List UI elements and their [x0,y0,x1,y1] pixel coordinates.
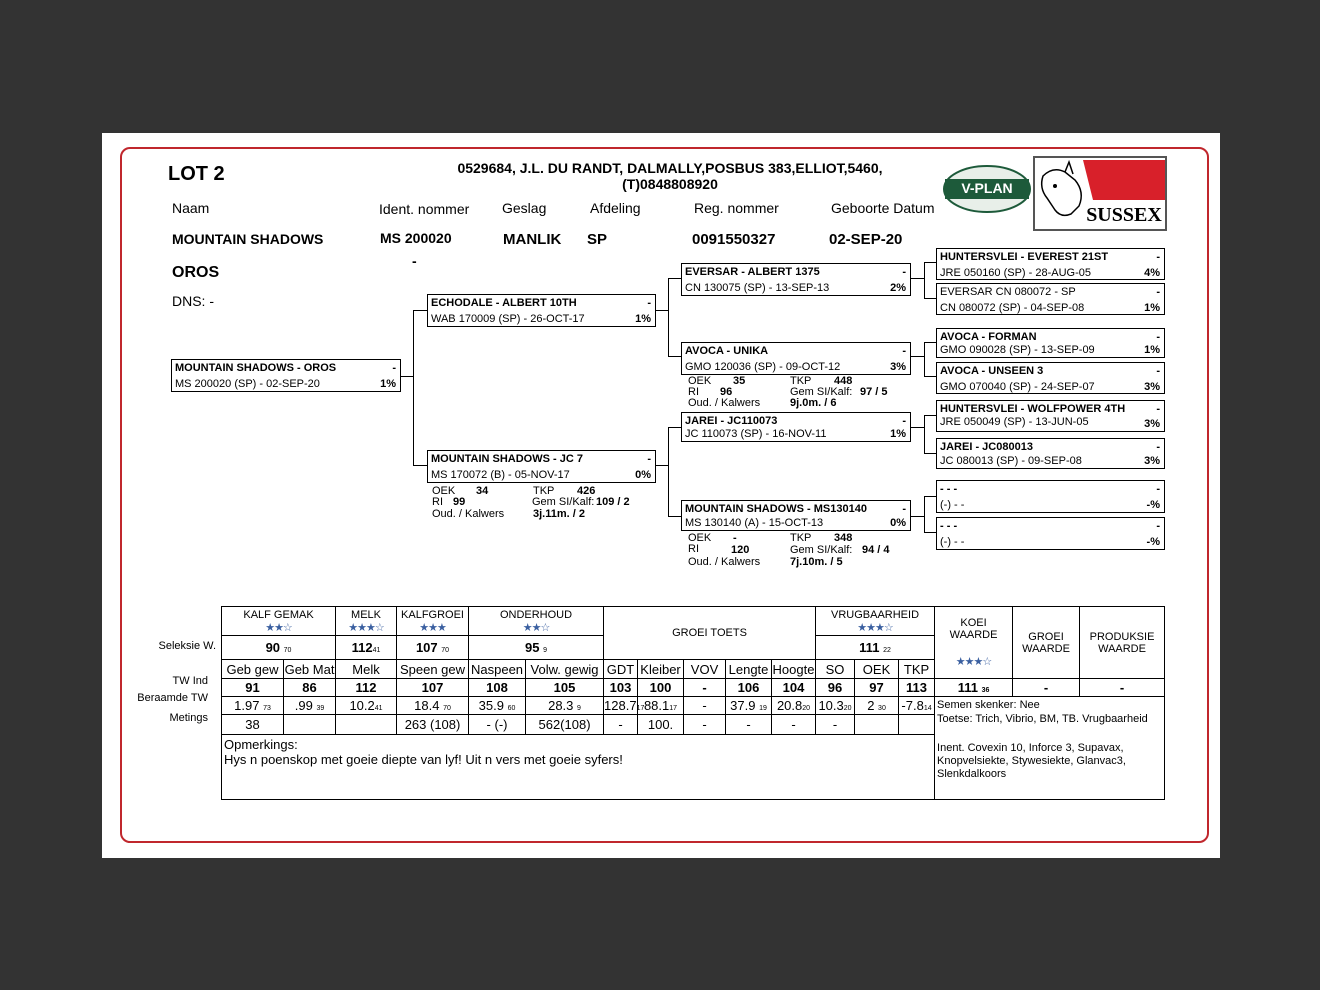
pedigree-line [924,496,936,497]
beraamde-cell: 88.117 [638,697,684,715]
group-melk: MELK ★★★☆ [336,607,397,636]
pedigree-line [924,262,936,263]
pedigree-line [911,356,924,357]
pedigree-line [668,356,681,357]
pedigree-ss-name: EVERSAR - ALBERT 1375 [685,266,820,278]
twind-cell: 100 [638,679,684,697]
koei-index: 111 36 [935,679,1013,697]
pedigree-g5 [936,400,1165,432]
g7-name: - - - [940,483,958,495]
col-header: Lengte [726,660,772,679]
metings-cell [284,715,336,735]
pedigree-dd-reg: MS 130140 (A) - 15-OCT-13 [685,517,824,529]
beraamde-cell: 18.4 70 [397,697,469,715]
pedigree-sire [427,294,656,327]
group-vrugbaarheid: VRUGBAARHEID ★★★☆ [816,607,935,636]
row-label-metings: Metings [169,712,208,724]
pedigree-line [413,310,427,311]
dam-gem: 109 / 2 [596,496,630,508]
twind-cell: 97 [855,679,899,697]
g8-reg: (-) - - [940,536,965,548]
produksie-index: - [1080,679,1165,697]
dd-oek: - [733,532,737,544]
g7-reg: (-) - - [940,499,965,511]
twind-cell: 96 [816,679,855,697]
pedigree-g1 [936,248,1165,280]
dd-tkp-label: TKP [790,532,812,544]
g1-name: HUNTERSVLEI - EVEREST 21ST [940,251,1109,263]
beraamde-cell: 128.717 [604,698,645,713]
group-groei-toets: GROEI TOETS [604,607,816,660]
group-onderhoud: ONDERHOUD ★★☆ [469,607,604,636]
twind-cell: 103 [604,679,638,697]
pedigree-line [924,342,925,377]
pedigree-sire-dash: - [647,297,651,309]
g8-dash: - [1156,520,1160,532]
vplan-logo-text: V-PLAN [961,180,1013,196]
twind-cell: 113 [899,679,935,697]
g1-reg: JRE 050160 (SP) - 28-AUG-05 [940,267,1092,279]
metings-cell [899,715,935,735]
pedigree-dd-pct: 0% [890,517,906,529]
pedigree-line [656,310,668,311]
metings-cell [336,715,397,735]
twind-cell: 104 [772,679,816,697]
metings-cell: - [772,715,816,735]
dd-oud: 7j.10m. / 5 [790,556,843,568]
pedigree-line [924,262,925,299]
twind-cell: 106 [726,679,772,697]
dam-ri: 99 [453,496,466,508]
sd-ri: 96 [720,386,733,398]
twind-cell: 91 [222,679,284,697]
pedigree-line [924,415,925,454]
pedigree-sd-pct: 3% [890,361,906,373]
group-groei-waarde: GROEI WAARDE [1013,607,1080,679]
kalfgroei-stars: ★★★ [419,621,446,634]
header-gender: Geslag [502,200,547,216]
beraamde-cell: 1.97 73 [222,697,284,715]
group-kalf-gemak: KALF GEMAK ★★☆ [222,607,336,636]
remarks-panel [222,735,935,800]
metings-cell: 562(108) [526,715,604,735]
beraamde-cell: -7.814 [899,697,935,715]
twind-cell: 108 [469,679,526,697]
pedigree-line [924,532,936,533]
beraamde-cell: 28.3 9 [526,697,604,715]
dam-gem-label: Gem SI/Kalf: [532,496,595,508]
header-name: Naam [172,200,210,216]
metings-cell: 38 [222,715,284,735]
group-kalfgroei: KALFGROEI ★★★ [397,607,469,636]
groei-index: - [1013,679,1080,697]
pedigree-line [668,278,681,279]
beraamde-cell: - [684,697,726,715]
pedigree-sire-dam [681,342,911,375]
header-reg: Reg. nommer [694,200,779,216]
g2-reg: CN 080072 (SP) - 04-SEP-08 [940,302,1085,314]
col-header: Geb Mat [284,661,335,677]
pedigree-sd-name: AVOCA - UNIKA [685,345,769,357]
pedigree-sire-reg: WAB 170009 (SP) - 26-OCT-17 [431,313,585,325]
pedigree-line [924,453,936,454]
sel-melk: 11241 [336,636,397,660]
sd-ri-label: RI [688,386,699,398]
pedigree-dam-dam [681,500,911,531]
header-ident: Ident. nommer [379,201,470,217]
g6-name: JAREI - JC080013 [940,441,1033,453]
metings-cell: - [726,715,772,735]
dd-ri-label: RI [688,543,699,555]
metings-cell: - [604,715,638,735]
onderhoud-stars: ★★☆ [522,621,550,634]
sd-tkp: 448 [834,375,853,387]
col-header: Naspeen [469,660,526,679]
col-header: Volw. gewig [526,660,604,679]
metings-cell: 100. [638,715,684,735]
dd-gem-label: Gem SI/Kalf: [790,544,853,556]
sd-gem: 97 / 5 [860,386,888,398]
pedigree-dam-sire [681,412,911,442]
dam-oud-label: Oud. / Kalwers [432,508,505,520]
pedigree-subject-name: MOUNTAIN SHADOWS - OROS [175,362,337,374]
pedigree-ss-reg: CN 130075 (SP) - 13-SEP-13 [685,282,830,294]
koei-stars: ★★★☆ [955,656,992,668]
pedigree-line [668,427,669,516]
pedigree-dam-pct: 0% [635,469,651,481]
row-label-seleksie: Seleksie W. [158,640,216,652]
metings-cell [855,715,899,735]
col-header: TKP [899,660,935,679]
pedigree-line [924,342,936,343]
owner-address: 0529684, J.L. DU RANDT, DALMALLY,POSBUS 383,ELLIOT,5460, [457,160,883,176]
col-header: OEK [855,660,899,679]
twind-cell: 105 [526,679,604,697]
pedigree-g4 [936,362,1165,394]
g6-reg: JC 080013 (SP) - 09-SEP-08 [940,455,1082,467]
pedigree-dam [427,450,656,483]
pedigree-line [656,465,668,466]
pedigree-line [911,278,924,279]
notes-panel [935,697,1165,800]
pedigree-sd-reg: GMO 120036 (SP) - 09-OCT-12 [685,361,841,373]
pedigree-line [668,516,681,517]
pedigree-dd-dash: - [902,503,906,515]
col-header: VOV [684,660,726,679]
dd-ri: 120 [731,544,750,556]
sussex-logo-text: SUSSEX [1086,204,1162,226]
col-header: GDT [604,660,638,679]
pedigree-ss-dash: - [902,266,906,278]
animal-ident: MS 200020 [380,230,452,246]
pedigree-subject-reg: MS 200020 (SP) - 02-SEP-20 [175,378,320,390]
g6-pct: 3% [1144,455,1160,467]
dam-oek: 34 [476,485,489,497]
lot-number: LOT 2 [168,163,225,185]
pedigree-subject [171,359,401,392]
beraamde-cell: 35.9 60 [469,697,526,715]
col-header: Kleiber [638,660,684,679]
pedigree-g8 [936,517,1165,550]
beraamde-cell: 2 30 [855,697,899,715]
twind-cell: - [684,679,726,697]
vaccinations: Inent. Covexin 10, Inforce 3, Supavax, Knopvelsiekte, Stywesiekte, Glanvac3, Slenkdalkoors [937,742,1126,780]
owner-phone: (T)0848808920 [622,176,718,192]
tests: Toetse: Trich, Vibrio, BM, TB. Vrugbaarheid [937,713,1148,725]
pedigree-ds-dash: - [902,415,906,427]
metings-cell: 263 (108) [397,715,469,735]
pedigree-line [413,310,414,465]
pedigree-dam-name: MOUNTAIN SHADOWS - JC 7 [431,453,583,465]
g1-pct: 4% [1144,267,1160,279]
g3-pct: 1% [1144,344,1160,356]
sel-vrug: 111 22 [816,636,935,660]
pedigree-line [668,278,669,357]
g5-dash: - [1156,403,1160,415]
dd-gem: 94 / 4 [862,544,890,556]
g5-name: HUNTERSVLEI - WOLFPOWER 4TH [940,403,1126,415]
sd-oek-label: OEK [688,375,712,387]
pedigree-ss-pct: 2% [890,282,906,294]
pedigree-line [924,415,936,416]
g8-pct: -% [1146,536,1160,548]
pedigree-sire-name: ECHODALE - ALBERT 10TH [431,297,577,309]
header-dob: Geboorte Datum [831,200,935,216]
row-label-twind: TW Ind [172,675,208,687]
pedigree-line [911,516,924,517]
pedigree-g3 [936,328,1165,358]
animal-reg: 0091550327 [692,231,776,248]
beraamde-cell: 10.320 [816,697,855,715]
g4-reg: GMO 070040 (SP) - 24-SEP-07 [940,381,1095,393]
g2-pct: 1% [1144,302,1160,314]
pedigree-ds-pct: 1% [890,428,906,440]
animal-dob: 02-SEP-20 [829,231,903,248]
beraamde-cell: 10.241 [336,697,397,715]
col-header: SO [816,660,855,679]
pedigree-sd-dash: - [902,345,906,357]
pedigree-dam-dash: - [647,453,651,465]
col-header: Melk [336,660,397,679]
vrug-stars: ★★★☆ [857,621,893,634]
g5-pct: 3% [1144,418,1160,430]
dam-oek-label: OEK [432,485,456,497]
pedigree-line [924,298,936,299]
melk-stars: ★★★☆ [348,621,384,634]
twind-cell: 112 [336,679,397,697]
animal-dept: SP [587,231,608,248]
g7-pct: -% [1146,499,1160,511]
beraamde-cell: 37.9 19 [726,697,772,715]
g3-name: AVOCA - FORMAN [940,331,1037,343]
dd-oek-label: OEK [688,532,712,544]
beraamde-cell: .99 39 [284,697,336,715]
semen-donor: Semen skenker: Nee [937,699,1040,711]
pedigree-dam-reg: MS 170072 (B) - 05-NOV-17 [431,469,570,481]
dam-oud: 3j.11m. / 2 [533,508,585,520]
pedigree-line [911,427,924,428]
g6-dash: - [1156,441,1160,453]
g1-dash: - [1156,251,1160,263]
pedigree-dd-name: MOUNTAIN SHADOWS - MS130140 [685,503,867,515]
g3-reg: GMO 090028 (SP) - 13-SEP-09 [940,344,1095,356]
pedigree-line [668,427,681,428]
metings-cell: - [816,715,855,735]
twind-cell: 86 [284,679,336,697]
performance-table [221,606,1165,800]
pedigree-g2 [936,283,1165,315]
sd-oud-label: Oud. / Kalwers [688,397,761,409]
dam-ri-label: RI [432,496,443,508]
group-produksie-waarde: PRODUKSIE WAARDE [1080,607,1165,679]
g2-dash: - [1156,286,1160,298]
g2-name: EVERSAR CN 080072 - SP [940,286,1076,298]
dam-tkp-label: TKP [533,485,555,497]
pedigree-g7 [936,480,1165,513]
sd-oek: 35 [733,375,746,387]
dd-oud-label: Oud. / Kalwers [688,556,761,568]
col-header: Speen gew [397,660,469,679]
g4-name: AVOCA - UNSEEN 3 [940,365,1044,377]
twind-cell: 107 [397,679,469,697]
animal-ident-sub: - [412,253,417,269]
beraamde-cell: 20.820 [772,697,816,715]
col-header: Geb gew [222,660,284,679]
sel-kalfgroei: 107 70 [397,636,469,660]
sd-tkp-label: TKP [790,375,812,387]
g5-reg: JRE 050049 (SP) - 13-JUN-05 [940,416,1089,428]
sd-oud: 9j.0m. / 6 [790,397,837,409]
pedigree-sire-pct: 1% [635,313,651,325]
row-label-beraamde: Beraamde TW [137,692,208,704]
pedigree-sire-sire [681,263,911,296]
sussex-logo [1033,156,1167,231]
sel-onderhoud: 95 9 [469,636,604,660]
metings-cell: - (-) [469,715,526,735]
col-header: Hoogte [772,661,815,677]
g4-pct: 3% [1144,381,1160,393]
pedigree-subject-dash: - [392,362,396,374]
metings-cell: - [684,715,726,735]
dns: DNS: - [172,293,214,309]
sd-gem-label: Gem SI/Kalf: [790,386,853,398]
pedigree-line [924,376,936,377]
g4-dash: - [1156,365,1160,377]
pedigree-ds-reg: JC 110073 (SP) - 16-NOV-11 [685,428,827,440]
kalf-stars: ★★☆ [265,621,292,634]
pedigree-subject-pct: 1% [380,378,396,390]
remarks-label: Opmerkings: [224,737,298,752]
pedigree-line [924,496,925,533]
animal-name-2: OROS [172,264,220,281]
dam-tkp: 426 [577,485,596,497]
animal-gender: MANLIK [503,231,562,248]
group-koei-waarde: KOEI WAARDE ★★★☆ [935,607,1013,679]
pedigree-ds-name: JAREI - JC110073 [685,415,778,427]
remarks-text: Hys n poenskop met goeie diepte van lyf! Uit n vers met goeie syfers! [224,752,623,767]
animal-name: MOUNTAIN SHADOWS [172,231,324,247]
g7-dash: - [1156,483,1160,495]
vplan-logo [943,165,1031,213]
dd-tkp: 348 [834,532,853,544]
sel-kalf: 90 70 [222,636,336,660]
g3-dash: - [1156,331,1160,343]
g8-name: - - - [940,520,958,532]
pedigree-g6 [936,438,1165,469]
pedigree-line [413,465,427,466]
header-dept: Afdeling [590,200,641,216]
